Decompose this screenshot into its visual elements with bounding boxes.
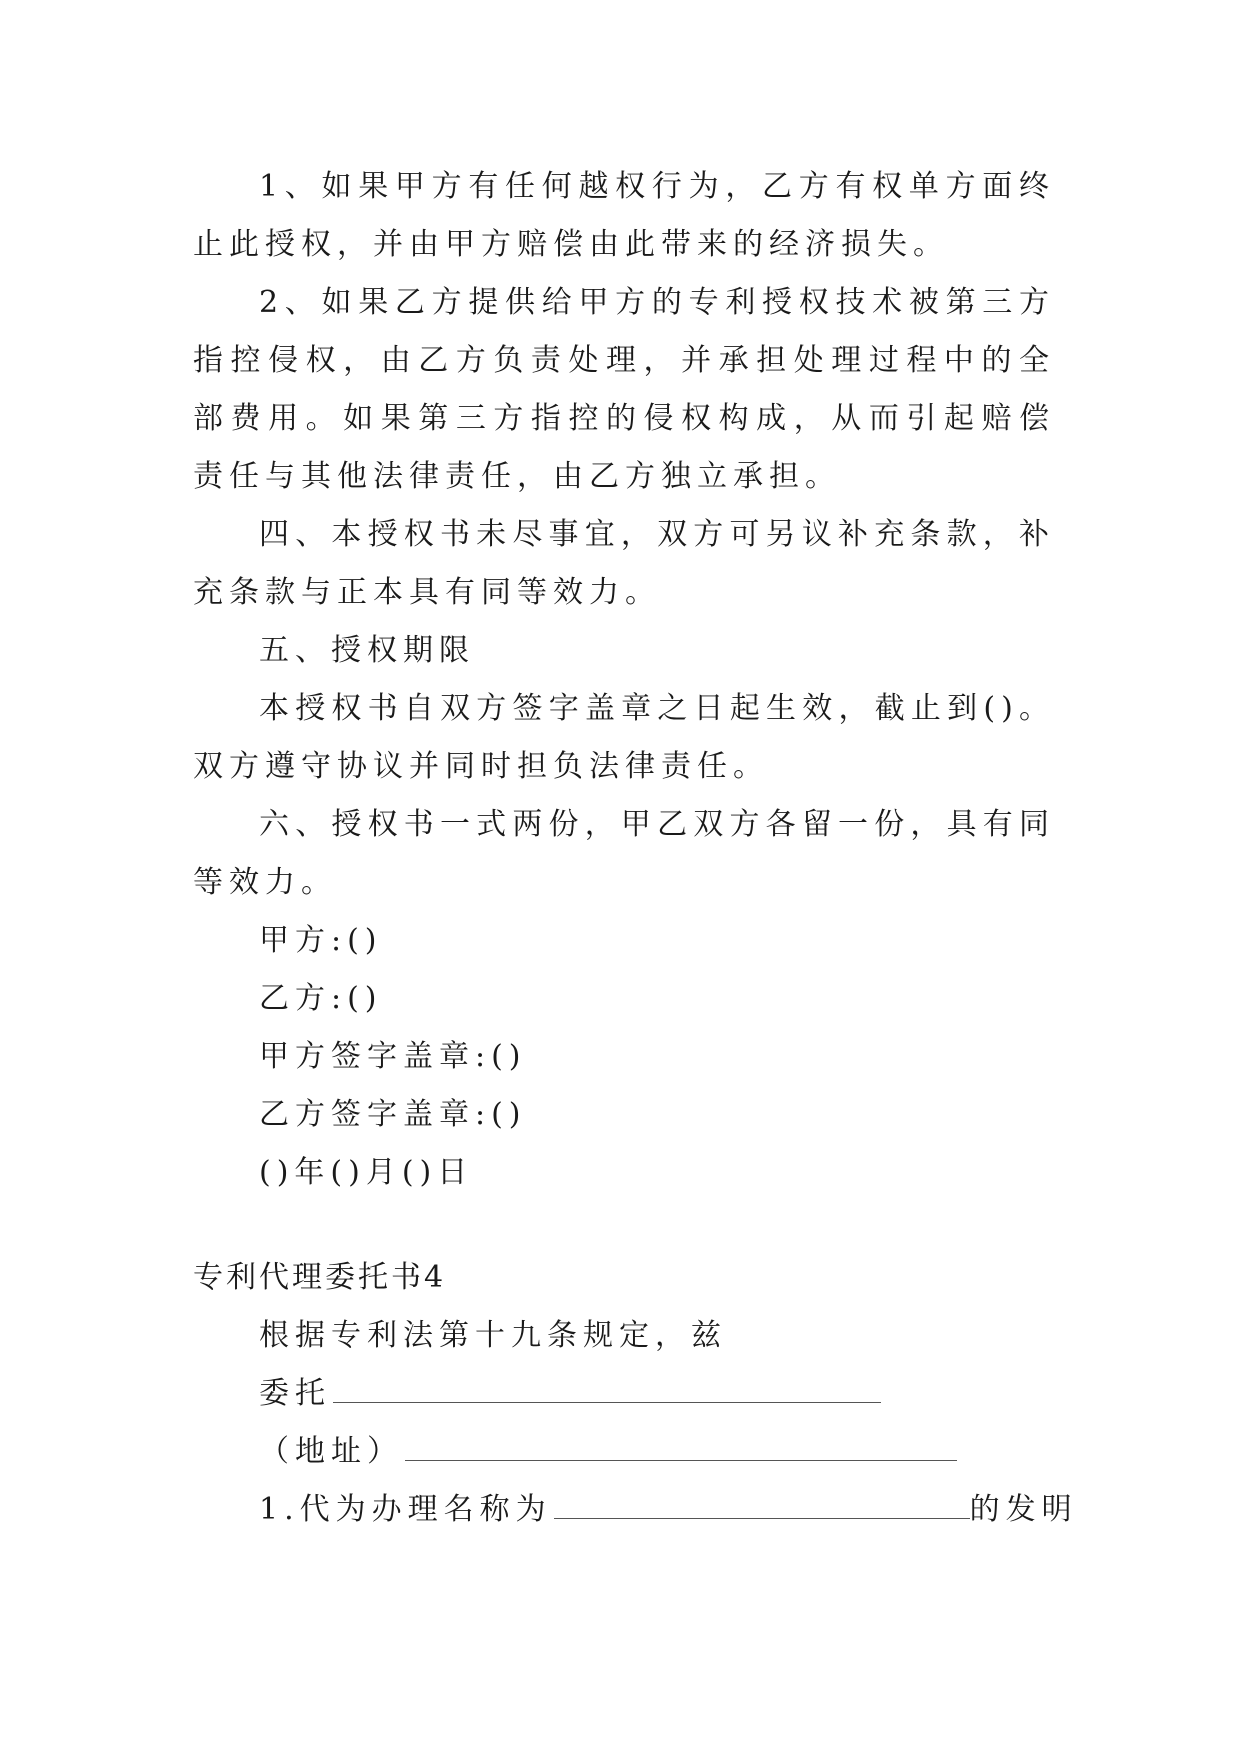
section-title: 专利代理委托书4 [193, 1260, 447, 1295]
clause-paragraph: 2、如果乙方提供给甲方的专利授权技术被第三方指控侵权，由乙方负责处理，并承担处理过程中的全部费用。如果第三方指控的侵权构成，从而引起赔偿责任与其他法律责任，由乙方独立承担。 [193, 285, 1055, 494]
intro-line: 根据专利法第十九条规定，兹 [259, 1318, 727, 1353]
date-line: ()年()月()日 [259, 1155, 474, 1190]
clause-paragraph: 本授权书自双方签字盖章之日起生效，截止到()。双方遵守协议并同时担负法律责任。 [193, 691, 1055, 784]
item1-prefix: 1.代为办理名称为 [259, 1492, 552, 1527]
invention-name-blank [554, 1488, 970, 1519]
entrust-blank [333, 1372, 881, 1403]
address-line [193, 1423, 1055, 1481]
clause-paragraph: 1、如果甲方有任何越权行为，乙方有权单方面终止此授权，并由甲方赔偿由此带来的经济损失。 [193, 169, 1055, 262]
address-label: （地址） [259, 1434, 403, 1469]
item1-suffix: 的发明 [969, 1492, 1078, 1527]
clause-paragraph: 四、本授权书未尽事宜，双方可另议补充条款，补充条款与正本具有同等效力。 [193, 517, 1055, 610]
item1-line [193, 1481, 1078, 1539]
party-a-line: 甲方:() [259, 923, 383, 958]
party-b-signature-line: 乙方签字盖章:() [259, 1097, 527, 1132]
entrust-line [193, 1365, 1055, 1423]
document-body [193, 158, 1078, 1539]
address-blank [405, 1430, 957, 1461]
clause-paragraph: 六、授权书一式两份，甲乙双方各留一份，具有同等效力。 [193, 807, 1055, 900]
party-b-line: 乙方:() [259, 981, 383, 1016]
section-heading: 五、授权期限 [259, 633, 475, 668]
party-a-signature-line: 甲方签字盖章:() [259, 1039, 527, 1074]
entrust-label: 委托 [259, 1376, 331, 1411]
